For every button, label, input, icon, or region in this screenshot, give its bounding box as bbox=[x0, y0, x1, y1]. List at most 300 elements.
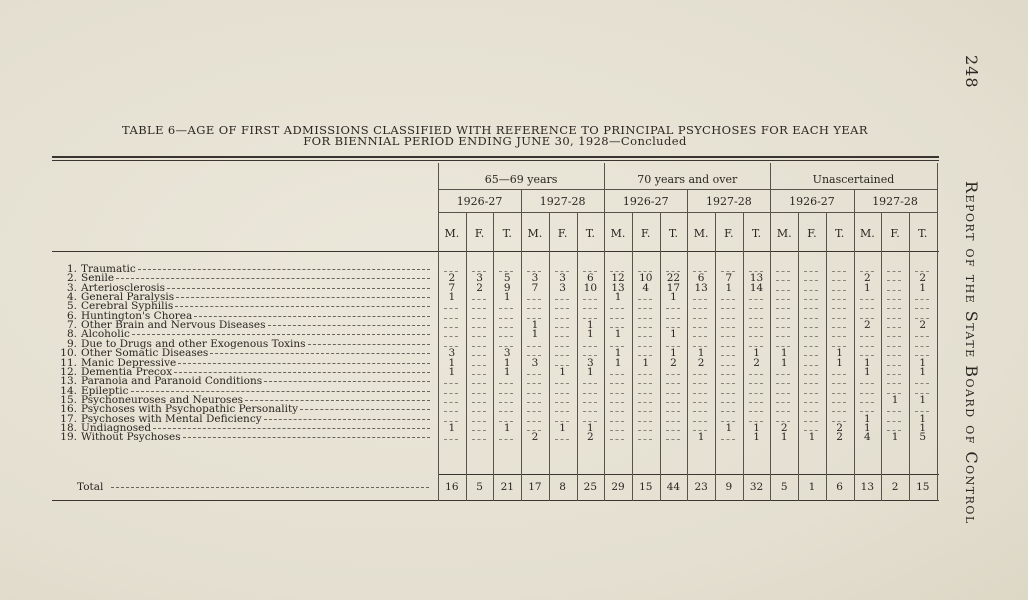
empty-cell-dash bbox=[721, 355, 735, 356]
empty-cell-dash bbox=[721, 365, 735, 366]
group-header: Unascertained bbox=[812, 173, 895, 186]
empty-cell-dash bbox=[583, 308, 597, 309]
empty-cell-dash bbox=[610, 383, 624, 384]
table-cell: 1 bbox=[753, 421, 760, 434]
table-cell: 3 bbox=[476, 272, 483, 285]
table-cell: 2 bbox=[864, 272, 871, 285]
row-title: Due to Drugs and other Exogenous Toxins bbox=[81, 337, 306, 350]
total-cell: 16 bbox=[445, 481, 459, 493]
empty-cell-dash bbox=[472, 402, 486, 403]
empty-cell-dash bbox=[915, 346, 929, 347]
table-cell: 3 bbox=[531, 356, 539, 369]
empty-cell-dash bbox=[693, 308, 707, 309]
column-header: T. bbox=[668, 227, 679, 240]
empty-cell-dash bbox=[527, 402, 541, 403]
empty-cell-dash bbox=[749, 327, 763, 328]
row-number: 8. bbox=[66, 328, 77, 341]
table-cell: 1 bbox=[919, 412, 927, 425]
empty-cell-dash bbox=[860, 299, 874, 300]
total-cell: 8 bbox=[559, 481, 566, 493]
empty-cell-dash bbox=[776, 318, 790, 319]
empty-cell-dash bbox=[444, 327, 458, 328]
empty-cell-dash bbox=[610, 393, 624, 394]
table-cell: 2 bbox=[753, 356, 760, 369]
empty-cell-dash bbox=[832, 318, 846, 319]
empty-cell-dash bbox=[555, 383, 569, 384]
col-divider bbox=[881, 213, 882, 501]
total-cell: 15 bbox=[639, 481, 653, 493]
table-cell: 1 bbox=[448, 356, 456, 369]
empty-cell-dash bbox=[776, 308, 790, 309]
empty-cell-dash bbox=[472, 421, 486, 422]
table-cell: 1 bbox=[670, 291, 677, 304]
empty-cell-dash bbox=[776, 383, 790, 384]
empty-cell-dash bbox=[638, 308, 652, 309]
empty-cell-dash bbox=[610, 430, 624, 431]
empty-cell-dash bbox=[887, 318, 901, 319]
column-header: F. bbox=[890, 227, 900, 240]
empty-cell-dash bbox=[666, 439, 680, 440]
leader-dots bbox=[245, 400, 430, 401]
row-title: Other Somatic Diseases bbox=[81, 347, 209, 360]
empty-cell-dash bbox=[638, 346, 652, 347]
empty-cell-dash bbox=[804, 355, 818, 356]
leader-dots bbox=[116, 278, 430, 279]
table-cell: 1 bbox=[864, 365, 871, 378]
empty-cell-dash bbox=[804, 290, 818, 291]
empty-cell-dash bbox=[915, 336, 929, 337]
table-cell: 4 bbox=[642, 281, 650, 294]
empty-cell-dash bbox=[472, 346, 486, 347]
col-divider bbox=[466, 213, 467, 501]
leader-dots bbox=[167, 288, 430, 289]
table-cell: 1 bbox=[864, 412, 871, 425]
row-title: Other Brain and Nervous Diseases bbox=[81, 319, 266, 332]
table-cell: 2 bbox=[919, 319, 927, 332]
row-number: 11. bbox=[60, 356, 77, 369]
empty-cell-dash bbox=[472, 383, 486, 384]
table-cell: 1 bbox=[531, 328, 539, 341]
empty-cell-dash bbox=[472, 365, 486, 366]
empty-cell-dash bbox=[721, 383, 735, 384]
empty-cell-dash bbox=[860, 383, 874, 384]
row-title: Dementia Precox bbox=[81, 365, 173, 378]
total-rule bbox=[438, 474, 939, 475]
empty-cell-dash bbox=[666, 374, 680, 375]
empty-cell-dash bbox=[555, 327, 569, 328]
empty-cell-dash bbox=[860, 336, 874, 337]
year-header: 1927-28 bbox=[872, 195, 918, 208]
empty-cell-dash bbox=[638, 327, 652, 328]
col-divider bbox=[715, 213, 716, 501]
empty-cell-dash bbox=[804, 271, 818, 272]
row-number: 19. bbox=[60, 431, 77, 444]
col-divider bbox=[632, 213, 633, 501]
leader-dots bbox=[176, 297, 430, 298]
empty-cell-dash bbox=[472, 411, 486, 412]
row-title: Psychoneuroses and Neuroses bbox=[81, 393, 244, 406]
empty-cell-dash bbox=[832, 290, 846, 291]
row-title: Paranoia and Paranoid Conditions bbox=[81, 375, 263, 388]
empty-cell-dash bbox=[472, 355, 486, 356]
empty-cell-dash bbox=[887, 327, 901, 328]
empty-cell-dash bbox=[693, 374, 707, 375]
row-number: 17. bbox=[60, 412, 77, 425]
table-cell: 1 bbox=[670, 347, 677, 360]
empty-cell-dash bbox=[444, 383, 458, 384]
total-cell: 21 bbox=[500, 481, 514, 493]
table-cell: 2 bbox=[919, 272, 927, 285]
row-number: 4. bbox=[66, 291, 77, 304]
empty-cell-dash bbox=[887, 280, 901, 281]
empty-cell-dash bbox=[887, 383, 901, 384]
empty-cell-dash bbox=[915, 308, 929, 309]
side-margin bbox=[962, 55, 992, 555]
empty-cell-dash bbox=[666, 411, 680, 412]
row-title: Arteriosclerosis bbox=[81, 281, 166, 294]
table-cell: 1 bbox=[780, 431, 788, 444]
empty-cell-dash bbox=[804, 299, 818, 300]
empty-cell-dash bbox=[444, 402, 458, 403]
table-cell: 2 bbox=[476, 281, 483, 294]
empty-cell-dash bbox=[555, 393, 569, 394]
empty-cell-dash bbox=[721, 318, 735, 319]
table-cell: 6 bbox=[697, 272, 705, 285]
column-header: M. bbox=[859, 227, 875, 240]
empty-cell-dash bbox=[638, 318, 652, 319]
row-title: Psychoses with Psychopathic Personality bbox=[81, 403, 299, 416]
leader-dots bbox=[175, 306, 430, 307]
table-cell: 10 bbox=[583, 281, 598, 294]
empty-cell-dash bbox=[638, 299, 652, 300]
bottom-rule bbox=[52, 500, 939, 501]
empty-cell-dash bbox=[749, 374, 763, 375]
empty-cell-dash bbox=[832, 271, 846, 272]
total-cell: 25 bbox=[583, 481, 598, 493]
leader-dots bbox=[300, 409, 430, 410]
empty-cell-dash bbox=[555, 439, 569, 440]
table-cell: 1 bbox=[725, 421, 733, 434]
empty-cell-dash bbox=[804, 318, 818, 319]
empty-cell-dash bbox=[776, 336, 790, 337]
empty-cell-dash bbox=[666, 421, 680, 422]
empty-cell-dash bbox=[610, 308, 624, 309]
empty-cell-dash bbox=[693, 383, 707, 384]
leader-dots bbox=[183, 437, 430, 438]
empty-cell-dash bbox=[499, 327, 513, 328]
empty-cell-dash bbox=[693, 421, 707, 422]
leader-dots bbox=[111, 487, 429, 488]
empty-cell-dash bbox=[749, 308, 763, 309]
table-cell: 3 bbox=[559, 281, 566, 294]
table-cell: 1 bbox=[614, 347, 622, 360]
empty-cell-dash bbox=[804, 346, 818, 347]
empty-cell-dash bbox=[527, 355, 541, 356]
table-cell: 13 bbox=[611, 281, 625, 294]
empty-cell-dash bbox=[804, 336, 818, 337]
empty-cell-dash bbox=[555, 346, 569, 347]
table-cell: 12 bbox=[611, 272, 625, 285]
empty-cell-dash bbox=[638, 393, 652, 394]
empty-cell-dash bbox=[610, 402, 624, 403]
empty-cell-dash bbox=[776, 280, 790, 281]
column-header: F. bbox=[474, 227, 485, 240]
table-cell: 1 bbox=[587, 421, 594, 434]
table-cell: 3 bbox=[531, 272, 539, 285]
empty-cell-dash bbox=[444, 393, 458, 394]
empty-cell-dash bbox=[638, 383, 652, 384]
empty-cell-dash bbox=[638, 439, 652, 440]
row-number: 9. bbox=[66, 337, 77, 350]
empty-cell-dash bbox=[610, 411, 624, 412]
empty-cell-dash bbox=[887, 346, 901, 347]
empty-cell-dash bbox=[610, 374, 624, 375]
empty-cell-dash bbox=[527, 346, 541, 347]
table-cell: 5 bbox=[919, 431, 927, 444]
table-cell: 13 bbox=[749, 272, 764, 285]
table-cell: 1 bbox=[836, 356, 843, 369]
row-number: 16. bbox=[60, 403, 77, 416]
empty-cell-dash bbox=[583, 402, 597, 403]
empty-cell-dash bbox=[638, 402, 652, 403]
table-cell: 1 bbox=[919, 356, 927, 369]
table-cell: 1 bbox=[614, 328, 622, 341]
total-cell: 17 bbox=[528, 481, 542, 493]
table-cell: 3 bbox=[503, 347, 511, 360]
row-title: Alcoholic bbox=[81, 328, 130, 341]
total-cell: 44 bbox=[666, 481, 681, 493]
empty-cell-dash bbox=[860, 308, 874, 309]
leader-dots bbox=[174, 372, 430, 373]
table-cell: 1 bbox=[503, 365, 511, 378]
table-cell: 1 bbox=[864, 281, 871, 294]
empty-cell-dash bbox=[832, 383, 846, 384]
empty-cell-dash bbox=[749, 318, 763, 319]
table-cell: 1 bbox=[780, 356, 788, 369]
year-header: 1926-27 bbox=[456, 195, 503, 208]
empty-cell-dash bbox=[832, 336, 846, 337]
leader-dots bbox=[138, 269, 430, 270]
column-header: M. bbox=[693, 227, 709, 240]
leader-dots bbox=[308, 344, 430, 345]
table-cell: 1 bbox=[864, 356, 871, 369]
empty-cell-dash bbox=[444, 318, 458, 319]
empty-cell-dash bbox=[804, 280, 818, 281]
empty-cell-dash bbox=[887, 299, 901, 300]
table-cell: 2 bbox=[448, 272, 456, 285]
empty-cell-dash bbox=[472, 374, 486, 375]
running-head: Report of the State Board of Control bbox=[962, 181, 981, 525]
table-cell: 1 bbox=[559, 421, 566, 434]
row-title: Huntington's Chorea bbox=[81, 309, 193, 322]
total-cell: 6 bbox=[836, 481, 843, 493]
group-divider bbox=[438, 163, 439, 501]
empty-cell-dash bbox=[610, 421, 624, 422]
table-cell: 5 bbox=[503, 272, 511, 285]
table-cell: 3 bbox=[448, 347, 456, 360]
row-number: 14. bbox=[60, 384, 77, 397]
empty-cell-dash bbox=[776, 271, 790, 272]
empty-cell-dash bbox=[499, 308, 513, 309]
leader-dots bbox=[132, 334, 430, 335]
empty-cell-dash bbox=[527, 421, 541, 422]
group-underline bbox=[438, 189, 937, 190]
row-number: 13. bbox=[60, 375, 77, 388]
empty-cell-dash bbox=[749, 336, 763, 337]
column-header: F. bbox=[724, 227, 734, 240]
empty-cell-dash bbox=[776, 290, 790, 291]
empty-cell-dash bbox=[832, 402, 846, 403]
table-cell: 22 bbox=[666, 272, 681, 285]
table-cell: 2 bbox=[864, 319, 871, 332]
row-number: 2. bbox=[66, 272, 77, 285]
table-cell: 7 bbox=[531, 281, 539, 294]
empty-cell-dash bbox=[887, 271, 901, 272]
empty-cell-dash bbox=[583, 411, 597, 412]
table-cell: 1 bbox=[919, 393, 927, 406]
empty-cell-dash bbox=[887, 421, 901, 422]
table-cell: 4 bbox=[864, 431, 871, 444]
empty-cell-dash bbox=[804, 308, 818, 309]
group-header: 70 years and over bbox=[637, 173, 738, 186]
table-cell: 1 bbox=[780, 347, 788, 360]
empty-cell-dash bbox=[776, 327, 790, 328]
empty-cell-dash bbox=[887, 355, 901, 356]
column-header: T. bbox=[502, 227, 512, 240]
table-cell: 1 bbox=[587, 365, 594, 378]
empty-cell-dash bbox=[721, 308, 735, 309]
table-cell: 1 bbox=[503, 291, 511, 304]
column-header: M. bbox=[444, 227, 460, 240]
empty-cell-dash bbox=[749, 393, 763, 394]
table-cell: 3 bbox=[587, 356, 594, 369]
empty-cell-dash bbox=[832, 393, 846, 394]
total-cell: 15 bbox=[916, 481, 930, 493]
empty-cell-dash bbox=[915, 355, 929, 356]
empty-cell-dash bbox=[832, 308, 846, 309]
col-divider bbox=[826, 213, 827, 501]
column-header: F. bbox=[557, 227, 568, 240]
row-number: 5. bbox=[66, 300, 77, 313]
leader-dots bbox=[153, 428, 430, 429]
empty-cell-dash bbox=[776, 374, 790, 375]
empty-cell-dash bbox=[499, 439, 513, 440]
table-cell: 3 bbox=[559, 272, 566, 285]
column-header: T. bbox=[751, 227, 762, 240]
empty-cell-dash bbox=[499, 411, 513, 412]
table-cell: 2 bbox=[587, 431, 594, 444]
empty-cell-dash bbox=[804, 411, 818, 412]
table-cell: 6 bbox=[587, 272, 594, 285]
table-cell: 1 bbox=[670, 328, 677, 341]
table-cell: 1 bbox=[642, 356, 650, 369]
header-bottom-rule bbox=[52, 251, 939, 252]
table-cell: 1 bbox=[697, 347, 705, 360]
empty-cell-dash bbox=[583, 355, 597, 356]
column-header: M. bbox=[527, 227, 543, 240]
empty-cell-dash bbox=[555, 411, 569, 412]
row-number: 10. bbox=[60, 347, 77, 360]
empty-cell-dash bbox=[804, 374, 818, 375]
table-cell: 1 bbox=[725, 281, 733, 294]
empty-cell-dash bbox=[638, 336, 652, 337]
col-divider bbox=[577, 213, 578, 501]
row-label bbox=[56, 433, 181, 442]
empty-cell-dash bbox=[721, 411, 735, 412]
table-cell: 1 bbox=[753, 347, 760, 360]
empty-cell-dash bbox=[472, 393, 486, 394]
row-title: Cerebral Syphilis bbox=[81, 300, 174, 313]
table-cell: 2 bbox=[836, 421, 843, 434]
empty-cell-dash bbox=[610, 318, 624, 319]
empty-cell-dash bbox=[472, 299, 486, 300]
table-cell: 1 bbox=[864, 421, 871, 434]
row-title: Psychoses with Mental Deficiency bbox=[81, 412, 262, 425]
empty-cell-dash bbox=[860, 402, 874, 403]
empty-cell-dash bbox=[527, 393, 541, 394]
leader-dots bbox=[194, 316, 430, 317]
empty-cell-dash bbox=[776, 402, 790, 403]
empty-cell-dash bbox=[638, 430, 652, 431]
empty-cell-dash bbox=[499, 402, 513, 403]
empty-cell-dash bbox=[666, 383, 680, 384]
empty-cell-dash bbox=[804, 327, 818, 328]
empty-cell-dash bbox=[527, 411, 541, 412]
leader-dots bbox=[178, 363, 430, 364]
empty-cell-dash bbox=[693, 299, 707, 300]
empty-cell-dash bbox=[583, 383, 597, 384]
empty-cell-dash bbox=[638, 421, 652, 422]
empty-cell-dash bbox=[860, 355, 874, 356]
row-title: Epileptic bbox=[81, 384, 129, 397]
empty-cell-dash bbox=[887, 290, 901, 291]
empty-cell-dash bbox=[804, 365, 818, 366]
empty-cell-dash bbox=[555, 299, 569, 300]
empty-cell-dash bbox=[721, 402, 735, 403]
total-label: Total bbox=[77, 481, 103, 493]
table-cell: 1 bbox=[448, 421, 456, 434]
empty-cell-dash bbox=[472, 430, 486, 431]
empty-cell-dash bbox=[693, 393, 707, 394]
leader-dots bbox=[264, 381, 430, 382]
group-divider bbox=[770, 163, 771, 501]
empty-cell-dash bbox=[804, 393, 818, 394]
table-subtitle: FOR BIENNIAL PERIOD ENDING JUNE 30, 1928—Concluded bbox=[303, 134, 687, 148]
empty-cell-dash bbox=[666, 393, 680, 394]
table-cell: 2 bbox=[531, 431, 539, 444]
empty-cell-dash bbox=[499, 336, 513, 337]
row-title: Undiagnosed bbox=[81, 421, 152, 434]
table-cell: 1 bbox=[697, 431, 705, 444]
row-title: General Paralysis bbox=[81, 291, 175, 304]
leader-dots bbox=[268, 325, 430, 326]
empty-cell-dash bbox=[555, 318, 569, 319]
row-number: 7. bbox=[66, 319, 77, 332]
empty-cell-dash bbox=[721, 439, 735, 440]
empty-cell-dash bbox=[638, 374, 652, 375]
empty-cell-dash bbox=[693, 327, 707, 328]
table-cell: 2 bbox=[670, 356, 677, 369]
row-title: Manic Depressive bbox=[81, 356, 177, 369]
empty-cell-dash bbox=[555, 402, 569, 403]
group-divider bbox=[937, 163, 938, 501]
table-cell: 14 bbox=[749, 281, 764, 294]
empty-cell-dash bbox=[472, 439, 486, 440]
row-title: Senile bbox=[81, 272, 115, 285]
table-cell: 1 bbox=[919, 365, 927, 378]
empty-cell-dash bbox=[472, 308, 486, 309]
empty-cell-dash bbox=[527, 374, 541, 375]
